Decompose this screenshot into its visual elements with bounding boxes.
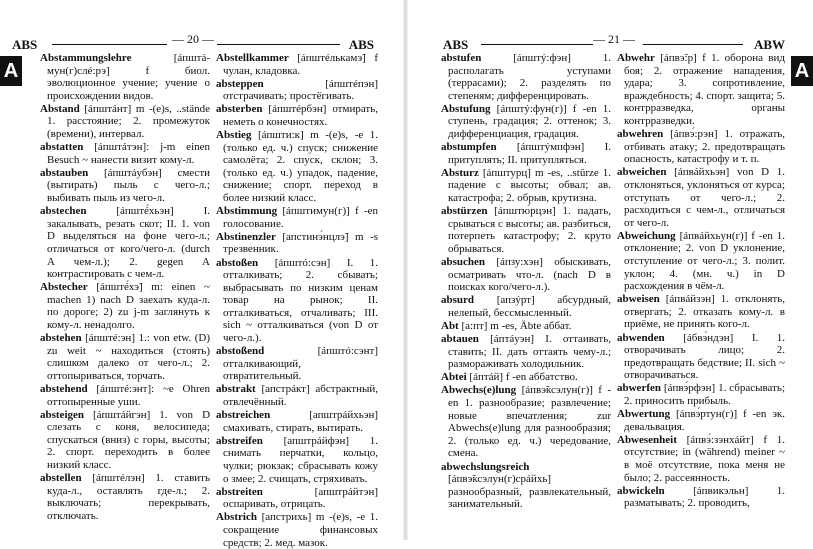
dictionary-entry — [441, 103, 611, 141]
column — [617, 52, 785, 540]
transcription: [апстрáкт] — [261, 383, 310, 396]
dictionary-entry — [617, 332, 785, 382]
page-header — [12, 30, 374, 52]
headword: abstreiten — [216, 485, 263, 498]
definition: отстрачивать; простёгивать. — [223, 90, 355, 103]
letter-thumb-tab: A — [0, 56, 22, 86]
dictionary-entry — [441, 167, 611, 205]
transcription: [áпвáйхьэн] — [674, 166, 730, 179]
definition: абстрактный, отвлечённый. — [223, 383, 379, 409]
header-rule — [643, 44, 743, 45]
dictionary-entry — [40, 472, 210, 522]
headword: Abstieg — [216, 129, 252, 142]
headword: absterben — [216, 103, 263, 116]
definition: смести (вытирать) пыль с чего-л.; выбивать пыль из чего-л. — [47, 166, 211, 205]
guide-word-left: ABS — [443, 37, 469, 52]
headword: Absturz — [441, 166, 479, 179]
transcription: [áпштó:сэн] — [274, 256, 331, 269]
column — [40, 52, 210, 540]
dictionary-entry — [617, 166, 785, 229]
transcription: [áпштéрбэн] — [268, 103, 327, 116]
dictionary-entry — [40, 383, 210, 408]
definition: j-m einen Besuch ~ нанести визит кому-л. — [47, 141, 211, 166]
transcription: [áптáуэн] — [490, 333, 535, 346]
transcription: [áпштé:эн] 1.: — [85, 332, 150, 345]
definition: f -en голосование. — [223, 205, 378, 230]
transcription: [áпштé́хэ̃] m: — [96, 281, 163, 294]
definition: f -en 1. разнообразие; развлечение; новые впечатления; zur Abwechs(e)lung для разнообразия; 2. (только ед. ч.) чередование, смена. — [448, 384, 612, 460]
guide-word-right: ABW — [753, 37, 785, 52]
headword: absuchen — [441, 256, 486, 268]
dictionary-entry — [40, 409, 210, 472]
headword: Abstimmung — [216, 205, 278, 218]
transcription: [áпштé́хьэн] — [116, 205, 174, 218]
transcription: [áпвикэльн] — [693, 484, 749, 497]
dictionary-entry — [617, 230, 785, 293]
definition: смахивать, стирать, вытирать. — [223, 421, 363, 434]
headword: abweisen — [617, 293, 660, 306]
headword: Abwesenheit — [617, 433, 677, 446]
definition: 1. von D слезать с коня, велосипеда; спускаться (вниз) с горы, высоты; 2. спорт. переходить в более низкий класс. — [47, 408, 211, 471]
headword: Abwertung — [617, 408, 671, 421]
definition: ~e Ohren оттопыренные уши. — [47, 382, 211, 408]
dictionary-entry — [441, 333, 611, 371]
dictionary-entry — [617, 485, 785, 510]
dictionary-entry — [441, 256, 611, 294]
transcription: [áпштéлькамэ̃] — [297, 52, 366, 64]
headword: Abwechs(e)lung — [441, 384, 517, 397]
transcription: [áпштимун(г)] — [282, 205, 350, 218]
headword: abstoßen — [216, 256, 259, 269]
page-20 — [0, 0, 405, 549]
transcription: [áпвáйзэн] — [665, 293, 715, 306]
definition: m -es, Äbte аббат. — [490, 319, 572, 332]
transcription: [áптáй] — [469, 371, 504, 384]
headword: abstreichen — [216, 409, 271, 422]
definition: обыскивать, осматривать что-л. (nach D в поисках кого/чего-л.). — [448, 256, 612, 294]
definition: 1. отражать, отбивать атаку; 2. предотвращать опасность, катастрофу и т. п. — [624, 128, 786, 166]
definition: оспаривать, отрицать. — [223, 498, 326, 511]
headword: abweichen — [617, 166, 667, 179]
dictionary-entry — [40, 52, 210, 102]
transcription: [áпштé:энт]: — [96, 382, 155, 395]
definition: m -es, ..stürze 1. падение с высоты; обвал; ав. катастрофа; 2. обрыв, крутизна. — [448, 166, 611, 205]
headword: Abtei — [441, 371, 467, 384]
dictionary-entry — [216, 52, 378, 77]
page-21 — [405, 0, 811, 540]
letter-thumb-tab: A — [791, 56, 813, 86]
dictionary-entry — [216, 383, 378, 408]
definition: f -en эк. девальвация. — [624, 408, 786, 433]
page-number: — 21 — — [593, 32, 635, 46]
transcription: [áпштáнт] — [84, 102, 132, 115]
definition: einen ~ machen 1) nach D заехать куда-л. по дороге; 2) zu j-m заглянуть к кому-л. ненадолго. — [47, 281, 211, 331]
dictionary-entry — [40, 281, 210, 331]
headword: abstumpfen — [441, 141, 497, 154]
transcription: [áпвэ̃:р] — [660, 52, 697, 64]
definition: I. 1. отворачивать лицо; 2. предотвращать бедствие; II. sich ~ отворачиваться. — [624, 331, 785, 382]
headword: abwehren — [617, 128, 664, 141]
headword: Abstinenzler — [216, 230, 276, 243]
definition: I. 1. отталкивать; 2. сбывать; выбрасывать по низким ценам товар на рынок; II. отталкиваться, отчаливать; III. sich ~ отталкиваться (von D от чего-л.). — [223, 256, 379, 345]
transcription: [áпзу:хэн] — [496, 256, 543, 268]
dictionary-entry — [216, 409, 378, 434]
definition: m -s трезвенник. — [223, 230, 379, 256]
guide-word-right: ABS — [348, 37, 374, 52]
transcription: [áпвэ́:рэн] — [670, 128, 718, 141]
transcription: [а:пт] — [461, 319, 488, 332]
transcription: [апштрáйтэн] — [314, 485, 378, 498]
guide-word-left: ABS — [12, 37, 38, 52]
dictionary-entry — [216, 486, 378, 511]
dictionary-entry — [617, 293, 785, 331]
column — [216, 52, 379, 549]
dictionary-entry — [216, 231, 378, 256]
dictionary-entry — [40, 332, 210, 382]
page-number: — 20 — — [172, 32, 214, 46]
headword: Abstammungslehre — [40, 52, 132, 64]
dictionary-entry — [216, 78, 378, 103]
headword: Abwehr — [617, 52, 655, 64]
transcription: [áпштáйгэн] — [93, 408, 151, 421]
definition: 1. снимать перчатки, кольцо, чулки; рюкзак; сбрасывать кожу о змее; 2. счищать, стряхивать. — [223, 434, 379, 485]
transcription: [áпвэ̃ксэлун(г)срáйхь] — [448, 473, 552, 486]
transcription: [áпвэ́рфэн] — [663, 382, 716, 395]
dictionary-entry — [216, 103, 378, 128]
headword: abstauben — [40, 166, 89, 179]
dictionary-entry — [216, 129, 378, 205]
column — [441, 52, 611, 540]
definition: абсурдный, нелепый, бессмысленный. — [448, 294, 611, 319]
headword: abwerfen — [617, 382, 661, 395]
headword: abstufen — [441, 52, 482, 64]
definition: f биол. эволюционное учение; учение о происхождении видов. — [47, 64, 210, 102]
transcription: [апштрáйфэн] — [283, 434, 349, 447]
definition: 1. сбрасывать; 2. приносить прибыль. — [624, 382, 786, 408]
dictionary-entry — [441, 384, 611, 460]
definition: f -en аббатство. — [505, 371, 578, 384]
headword: abstoßend — [216, 345, 265, 358]
headword: Abstecher — [40, 281, 88, 294]
headword: Abstrich — [216, 511, 257, 524]
headword: abstechen — [40, 205, 87, 218]
headword: Abstellkammer — [216, 52, 289, 64]
dictionary-entry — [441, 371, 611, 384]
transcription: [áпштý:фун(г)] — [496, 102, 567, 115]
headword: abwenden — [617, 331, 665, 344]
transcription: [áпвэ́:зэнхáйт] — [686, 433, 754, 446]
transcription: [áпштю́рцэн] — [494, 205, 556, 218]
transcription: [áпвэ̃ксэлун(г)] — [521, 384, 593, 397]
dictionary-entry — [40, 205, 210, 281]
definition: I. притуплять; II. притупляться. — [448, 141, 612, 166]
transcription: [апстинэ́нцлэ̃] — [282, 230, 349, 243]
definition: 1. разматывать; 2. проводить, — [624, 484, 786, 510]
headword: abstehen — [40, 332, 82, 345]
headword: abstellen — [40, 472, 82, 485]
dictionary-entry — [441, 205, 611, 255]
definition: f чулан, кладовка. — [223, 52, 378, 77]
definition: f -en 1. ступень, градация; 2. оттенок; 3. дифференциация, градация. — [448, 102, 611, 141]
definition: I. закалывать, резать скот; II. 1. von D выделяться на фоне чего-л.; отличаться от кого/чего-л. (durch A чем-л.); 2. gegen A контрастировать с чем-л. — [47, 205, 211, 281]
headword: abstreifen — [216, 434, 263, 447]
transcription: [áпштáтэн]: — [94, 141, 150, 154]
definition: f 1. оборона вид боя; 2. отражение нападения, удара; 3. сопротивление, враждебность; 4. спорт. защита; 5. контрразведка, органы контрразведки. — [624, 52, 785, 127]
definition: von etw. (D) zu weit ~ находиться (стоять) слишком далеко от чего-л.; 2. оттопыриваться, торчать. — [47, 332, 210, 382]
dictionary-entry — [617, 382, 785, 407]
dictionary-entry — [216, 511, 378, 549]
dictionary-entry — [441, 320, 611, 333]
headword: abtauen — [441, 333, 479, 346]
dictionary-entry — [40, 167, 210, 205]
definition: 1. падать, срываться с высоты; ав. разбиться, потерпеть катастрофу; 2. круто обрываться. — [448, 205, 611, 255]
transcription: [апзýрт] — [496, 294, 535, 307]
definition: 1. ставить куда-л., оставлять где-л.; 2. выключать; перекрывать, отключать. — [47, 472, 210, 522]
definition: m -(e)s, -e 1. (только ед. ч.) спуск; снижение самолёта; 2. спуск, склон; 3. (только ед. ч.) упадок, падение, снижение; спорт. переход в более низкий класс. — [223, 129, 379, 205]
definition: f -en 1. отклонение; 2. von D уклонение, отступление от чего-л.; 3. полит. уклон; 4. (мн. ч.) in D расхождения в чём-л. — [624, 229, 786, 293]
headword: absurd — [441, 294, 475, 307]
dictionary-entry — [216, 435, 378, 485]
definition: 1. располагать уступами (террасами); 2. разделять по степеням; дифференцировать. — [448, 52, 612, 102]
transcription: [апштрáйхьэн] — [309, 409, 378, 422]
transcription: [áпштá-мун(г)слé:рэ] — [47, 52, 210, 77]
headword: Abstand — [40, 102, 80, 115]
dictionary-entry — [617, 434, 785, 484]
header-rule — [217, 44, 340, 45]
transcription: [áпштýмпфэн] — [516, 141, 585, 154]
dictionary-entry — [441, 294, 611, 319]
definition: 1. отклонять, отвергать; 2. отказать кому-л. в приёме, не принять кого-л. — [624, 293, 786, 331]
transcription: [áпвэ́ртун(г)] — [675, 408, 738, 421]
headword: abstatten — [40, 141, 84, 154]
headword: Abweichung — [617, 229, 676, 242]
headword: Abstufung — [441, 102, 491, 115]
headword: abstrakt — [216, 383, 256, 396]
transcription: [апстрихь] — [261, 511, 312, 524]
transcription: [áпшти:к] — [257, 129, 304, 142]
dictionary-entry — [40, 103, 210, 141]
definition: отмирать, неметь о конечностях. — [223, 103, 379, 128]
headword: abstehend — [40, 382, 88, 395]
transcription: [áпштурц] — [482, 166, 531, 179]
dictionary-entry — [441, 52, 611, 102]
dictionary-entry — [441, 141, 611, 166]
dictionary-entry — [40, 141, 210, 166]
headword: absteigen — [40, 408, 84, 421]
headword: abwechslungsreich — [441, 460, 530, 473]
dictionary-entry — [617, 52, 785, 128]
transcription: [áпвáйхьун(г)] — [679, 229, 748, 242]
dictionary-entry — [216, 345, 378, 383]
transcription: [áпштéпэн] — [325, 77, 378, 90]
transcription: [áбвэ́ндэн] — [683, 331, 734, 344]
transcription: [áпштáубэн] — [103, 166, 162, 179]
headword: Abt — [441, 319, 459, 332]
definition: m -(e)s, ..stände 1. расстояние; 2. промежуток (времени), интервал. — [47, 102, 211, 141]
definition: разнообразный, развлекательный, занимательный. — [448, 485, 611, 511]
definition: f 1. отсутствие; in (während) meiner ~ в моё отсутствие, пока меня не было; 2. рассеянность. — [624, 433, 786, 484]
dictionary-entry — [216, 205, 378, 230]
transcription: [áпштó:сэнт] — [317, 345, 378, 358]
headword: abwickeln — [617, 484, 665, 497]
headword: absteppen — [216, 77, 264, 90]
transcription: [áпштý:фэн] — [513, 52, 571, 64]
dictionary-entry — [617, 128, 785, 166]
definition: I. оттаивать, ставить; II. дать оттаять чему-л.; размораживать холодильник. — [448, 333, 612, 371]
dictionary-entry — [216, 257, 378, 345]
definition: m -(e)s, -e 1. сокращение финансовых средств; 2. мед. мазок. — [223, 511, 379, 549]
transcription: [áпштéлэн] — [92, 472, 145, 485]
dictionary-entry — [617, 408, 785, 433]
definition: отталкивающий, отвратительный. — [223, 357, 302, 383]
definition: von D 1. отклоняться, уклоняться от курса; отступать от чего-л.; 2. расходиться с чем-л., отличаться от чего-л. — [624, 166, 785, 229]
headword: abstürzen — [441, 205, 488, 218]
page-header — [443, 30, 785, 52]
dictionary-entry — [441, 461, 611, 511]
